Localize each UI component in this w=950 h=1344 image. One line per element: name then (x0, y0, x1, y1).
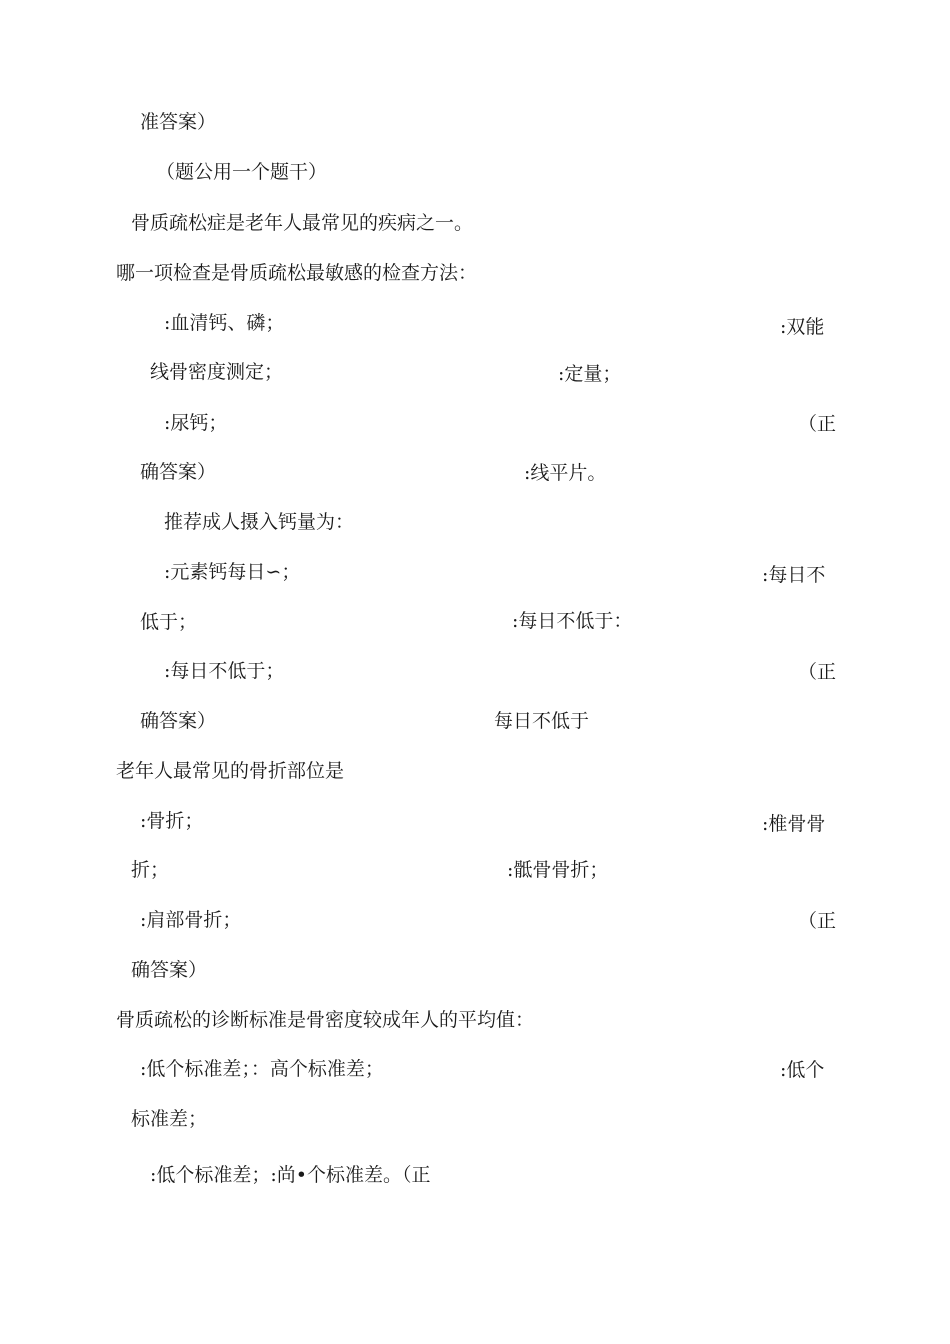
option-4c-start: :低个 (780, 1059, 825, 1081)
question-3: 老年人最常见的骨折部位是 (116, 760, 345, 782)
answer-fragment: 准答案） (140, 111, 217, 133)
option-1e: :线平片。 (524, 462, 607, 484)
option-1b-start: :双能 (780, 316, 825, 338)
answer-marker-start: （正 (798, 413, 837, 435)
answer-marker-end: 确答案） (140, 461, 217, 483)
option-3c: :骶骨骨折； (507, 859, 609, 881)
option-3b-start: :椎骨骨 (762, 813, 826, 835)
option-3a: :骨折； (140, 810, 204, 832)
option-2d: :每日不低于； (164, 660, 285, 682)
question-1: 哪一项检查是骨质疏松最敏感的检查方法： (116, 262, 478, 284)
option-2c: :每日不低于： (512, 610, 633, 632)
option-1d: :尿钙； (164, 412, 228, 434)
option-1b-cont: 线骨密度测定； (150, 361, 284, 383)
option-2e: 每日不低于 (494, 710, 590, 732)
answer-marker-start: （正 (798, 910, 837, 932)
answer-marker-end: 确答案） (140, 710, 217, 732)
question-4: 骨质疏松的诊断标准是骨密度较成年人的平均值： (116, 1009, 535, 1031)
option-4a-4b: :低个标准差；：高个标准差； (140, 1058, 384, 1080)
answer-marker-end: 确答案） (131, 959, 208, 981)
shared-stem-note: （题公用一个题干） (156, 161, 328, 183)
option-3b-cont: 折； (131, 859, 170, 881)
question-2: 推荐成人摄入钙量为： (164, 511, 355, 533)
question-stem: 骨质疏松症是老年人最常见的疾病之一。 (131, 212, 474, 234)
answer-marker-start: （正 (798, 661, 837, 683)
option-3d: :肩部骨折； (140, 909, 242, 931)
option-2b-cont: 低于； (140, 611, 198, 633)
option-2b-start: :每日不 (762, 564, 826, 586)
option-4c-cont: 标准差； (131, 1108, 208, 1130)
option-2a: :元素钙每日∽； (164, 561, 301, 583)
option-1c: :定量； (558, 363, 622, 385)
option-1a: :血清钙、磷； (164, 312, 285, 334)
option-4d-4e: :低个标准差；:尚•个标准差。（正 (150, 1164, 431, 1186)
